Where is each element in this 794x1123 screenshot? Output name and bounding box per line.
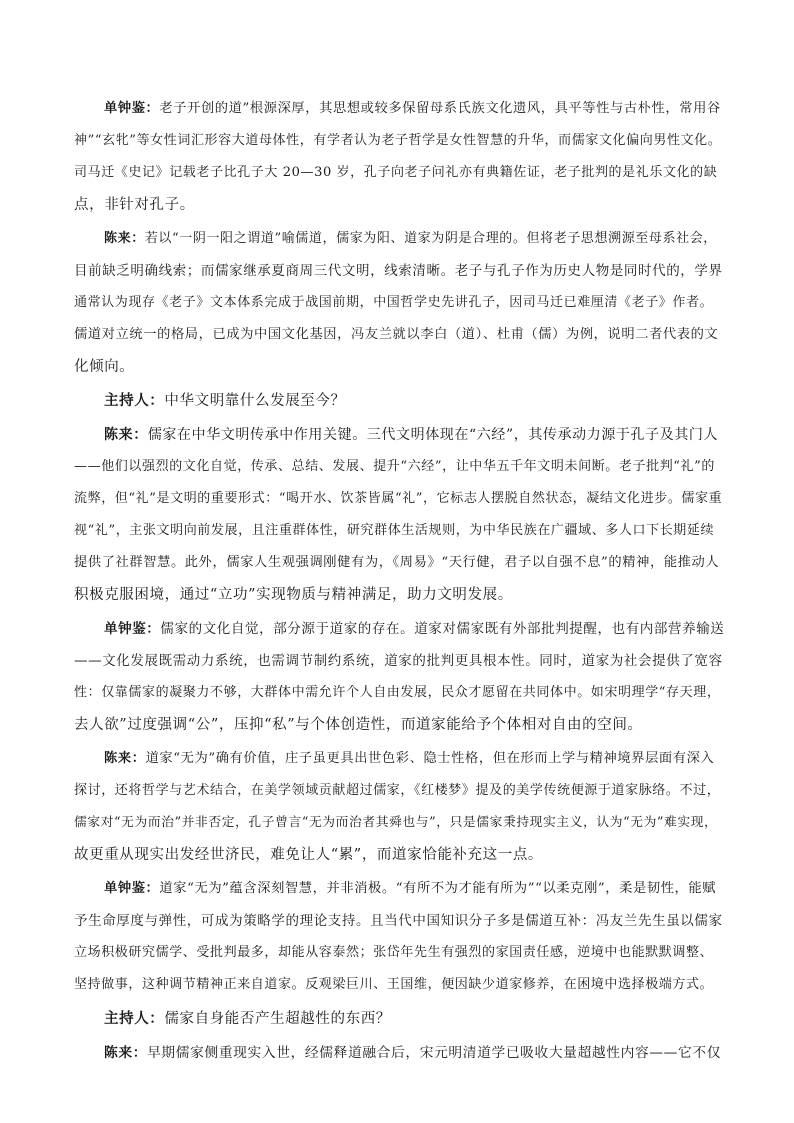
text-line [74,319,724,351]
text-line [74,937,724,969]
text-line [74,223,724,255]
text-line [74,873,724,905]
text-line [74,613,724,645]
text-line [74,547,724,579]
text-line [74,93,724,125]
text-line [74,807,724,839]
text-line [74,287,724,319]
text-line [74,839,724,871]
text-line [74,189,724,221]
paragraph [74,385,724,417]
line-text: 儒道对立统一的格局，已成为中国文化基因，冯友兰就以李白（道）、杜甫（儒）为例，说明二者代表的文 [74,327,719,342]
line-text: 立场积极研究儒学、受批判最多，却能从容泰然；张岱年先生有强烈的家国责任感，逆境中也能默默调整、 [74,945,714,960]
speaker-label: 陈来： [104,231,145,246]
speaker-label: 单钟鉴： [104,101,160,116]
line-text: 予生命厚度与弹性，可成为策略学的理论支持。且当代中国知识分子多是儒道互补：冯友兰先生虽以儒家 [74,913,723,929]
line-text: ——他们以强烈的文化自觉，传承、总结、发展、提升“六经”，让中华五千年文明未间断。老子批判“礼”的 [74,459,715,474]
line-text: 儒家在中华文明传承中作用关键。三代文明体现在“六经”，其传承动力源于孔子及其门人 [147,427,719,443]
line-text: 故更重从现实出发经世济民，难免让人“累”，而道家恰能补充这一点。 [74,847,544,863]
line-text: 去人欲”过度强调“公”，压抑“私”与个体创造性，而道家能给予个体相对自由的空间。 [74,717,643,733]
line-text: 坚持做事，这种调节精神正来自道家。反观梁巨川、王国维，便因缺少道家修养，在困境中选择极端方式。 [74,977,714,992]
line-text: 儒家的文化自觉，部分源于道家的存在。道家对儒家既有外部批判提醒，也有内部营养输送 [160,621,724,637]
speaker-label: 陈来： [104,1045,148,1061]
text-line [74,515,724,547]
line-text: 探讨，还将哲学与艺术结合，在美学领域贡献超过儒家，《红楼梦》提及的美学传统便源于道家脉络。不过， [74,783,721,798]
text-line [74,255,724,287]
line-text: 儒家对“无为而治”并非否定，孔子曾言“无为而治者其舜也与”，只是儒家秉持现实主义，认为“无为”难实现， [74,815,718,830]
paragraph [74,873,724,1001]
line-text: 若以“一阴一阳之谓道”喻儒道，儒家为阳、道家为阴是合理的。但将老子思想溯源至母系社会， [144,231,717,246]
line-text: 化倾向。 [74,359,135,375]
document-body [74,93,724,1071]
speaker-label: 陈来： [104,751,146,766]
line-text: 老子开创的道”根源深厚，其思想或较多保留母系氏族文化遗风，具平等性与古朴性，常用谷 [159,101,721,116]
text-line [74,775,724,807]
text-line [74,969,724,1001]
text-line [74,483,724,515]
paragraph [74,223,724,383]
text-line [74,905,724,937]
line-text: 积极克服困境，通过“立功”实现物质与精神满足，助力文明发展。 [74,587,513,603]
line-text: 目前缺乏明确线索；而儒家继承夏商周三代文明，线索清晰。老子与孔子作为历史人物是同时代的，学界 [74,263,723,279]
text-line [74,677,724,709]
text-line [74,125,724,157]
line-text: 司马迁《史记》记载老子比孔子大 20—30 岁，孔子向老子问礼亦有典籍佐证，老子批判的是礼乐文化的缺 [74,165,718,180]
paragraph [74,743,724,871]
line-text: 早期儒家侧重现实入世，经儒释道融合后，宋元明清道学已吸收大量超越性内容——它不仅 [147,1045,722,1061]
text-line [74,709,724,741]
paragraph [74,93,724,221]
text-line [74,157,724,189]
text-line [74,1037,724,1069]
line-text: 神”“玄牝”等女性词汇形容大道母体性，有学者认为老子哲学是女性智慧的升华，而儒家文化偏向男性文化。 [74,133,722,148]
line-text: 通常认为现存《老子》文本体系完成于战国前期，中国哲学史先讲孔子，因司马迁已难厘清《老子》作者。 [74,295,714,310]
line-text: 性：仅靠儒家的凝聚力不够，大群体中需允许个人自由发展，民众才愿留在共同体中。如宋明理学“存天理， [74,685,721,700]
line-text: 道家“无为”确有价值，庄子虽更具出世色彩、隐士性格，但在形而上学与精神境界层面有深入 [145,751,715,766]
paragraph [74,1037,724,1069]
line-text: 道家“无为”蕴含深刻智慧，并非消极。“有所不为才能有所为”“以柔克刚”，柔是韧性，能赋 [159,881,717,896]
speaker-label: 单钟鉴： [104,881,160,896]
line-text: 儒家自身能否产生超越性的东西？ [164,1011,391,1027]
speaker-label: 陈来： [104,427,148,443]
speaker-label: 主持人： [104,1010,165,1027]
text-line [74,385,724,417]
text-line [74,645,724,677]
line-text: 流弊，但“礼”是文明的重要形式：“喝开水、饮茶皆属“礼”，它标志人摆脱自然状态，凝结文化进步。儒家重 [74,491,723,506]
line-text: 提供了社群智慧。此外，儒家人生观强调刚健有为，《周易》“天行健，君子以自强不息”的精神，能推动人 [74,555,720,570]
paragraph [74,613,724,741]
paragraph [74,1003,724,1035]
text-line [74,579,724,611]
line-text: 视“礼”，主张文明向前发展，且注重群体性，研究群体生活规则，为中华民族在广疆域、多人口下长期延续 [74,523,715,538]
text-line [74,743,724,775]
text-line [74,1003,724,1035]
speaker-label: 单钟鉴： [104,621,161,637]
line-text: ——文化发展既需动力系统，也需调节制约系统，道家的批判更具根本性。同时，道家为社会提供了宽容 [74,653,723,669]
line-text: 点，非针对孔子。 [74,197,195,213]
text-line [74,419,724,451]
speaker-label: 主持人： [104,392,165,409]
text-line [74,351,724,383]
text-line [74,451,724,483]
line-text: 中华文明靠什么发展至今？ [164,393,346,409]
paragraph [74,419,724,611]
